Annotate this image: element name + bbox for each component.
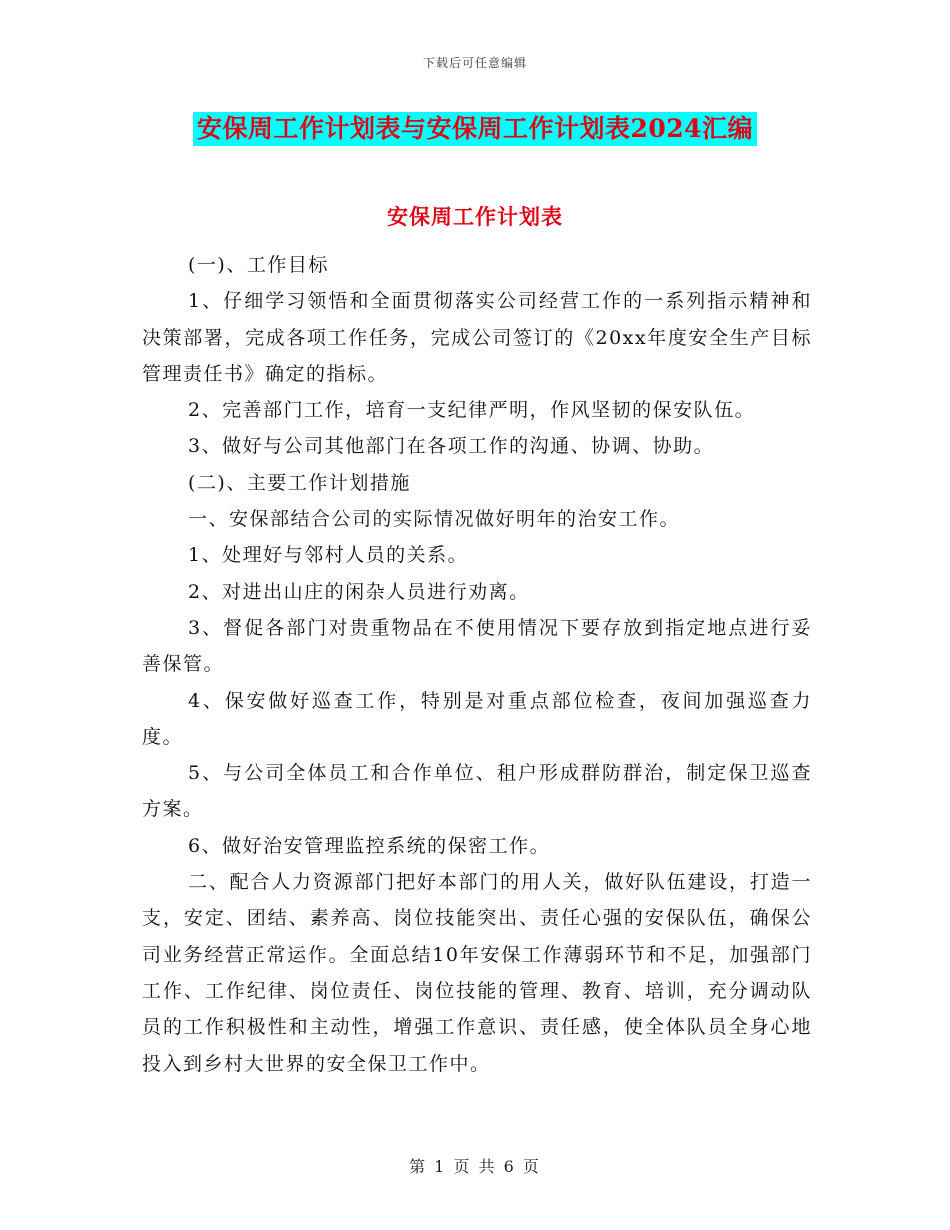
paragraph: 6、做好治安管理监控系统的保密工作。 (188, 834, 551, 857)
main-title-container (0, 112, 950, 146)
paragraph-measures-heading: (二)、主要工作计划措施 (188, 471, 411, 494)
paragraph: 1、处理好与邻村人员的关系。 (188, 544, 469, 567)
section-title: 安保周工作计划表 (387, 204, 563, 229)
document-body (142, 247, 812, 1082)
paragraph: 3、做好与公司其他部门在各项工作的沟通、协调、协助。 (188, 435, 715, 458)
paragraph: 4、保安做好巡查工作，特别是对重点部位检查，夜间加强巡查力度。 (142, 689, 812, 748)
paragraph: 2、完善部门工作，培育一支纪律严明，作风坚韧的保安队伍。 (188, 399, 756, 422)
paragraph: 3、督促各部门对贵重物品在不使用情况下要存放到指定地点进行妥善保管。 (142, 616, 812, 676)
main-title: 安保周工作计划表与安保周工作计划表2024汇编 (193, 112, 757, 146)
page-number: 第 1 页 共 6 页 (409, 1157, 541, 1176)
paragraph-goal-heading: (一)、工作目标 (188, 254, 329, 276)
paragraph: 5、与公司全体员工和合作单位、租户形成群防群治，制定保卫巡查方案。 (142, 762, 812, 821)
paragraph: 一、安保部结合公司的实际情况做好明年的治安工作。 (188, 508, 681, 531)
paragraph: 二、配合人力资源部门把好本部门的用人关，做好队伍建设，打造一支，安定、团结、素养高、岗位技能突出、责任心强的安保队伍，确保公司业务经营正常运作。全面总结10年安保工作薄弱环节和不足，加强部门工作、工作纪律、岗位责任、岗位技能的管理、教育、培训，充分调动队员的工作积极性和主动性，增强工作意识、责任感，使全体队员全身心地投入到乡村大世界的安全保卫工作中。 (142, 871, 812, 1075)
page-header-note: 下载后可任意编辑 (422, 56, 527, 70)
paragraph: 2、对进出山庄的闲杂人员进行劝离。 (188, 580, 530, 603)
paragraph: 1、仔细学习领悟和全面贯彻落实公司经营工作的一系列指示精神和决策部署，完成各项工作任务，完成公司签订的《20xx年度安全生产目标管理责任书》确定的指标。 (142, 290, 812, 385)
